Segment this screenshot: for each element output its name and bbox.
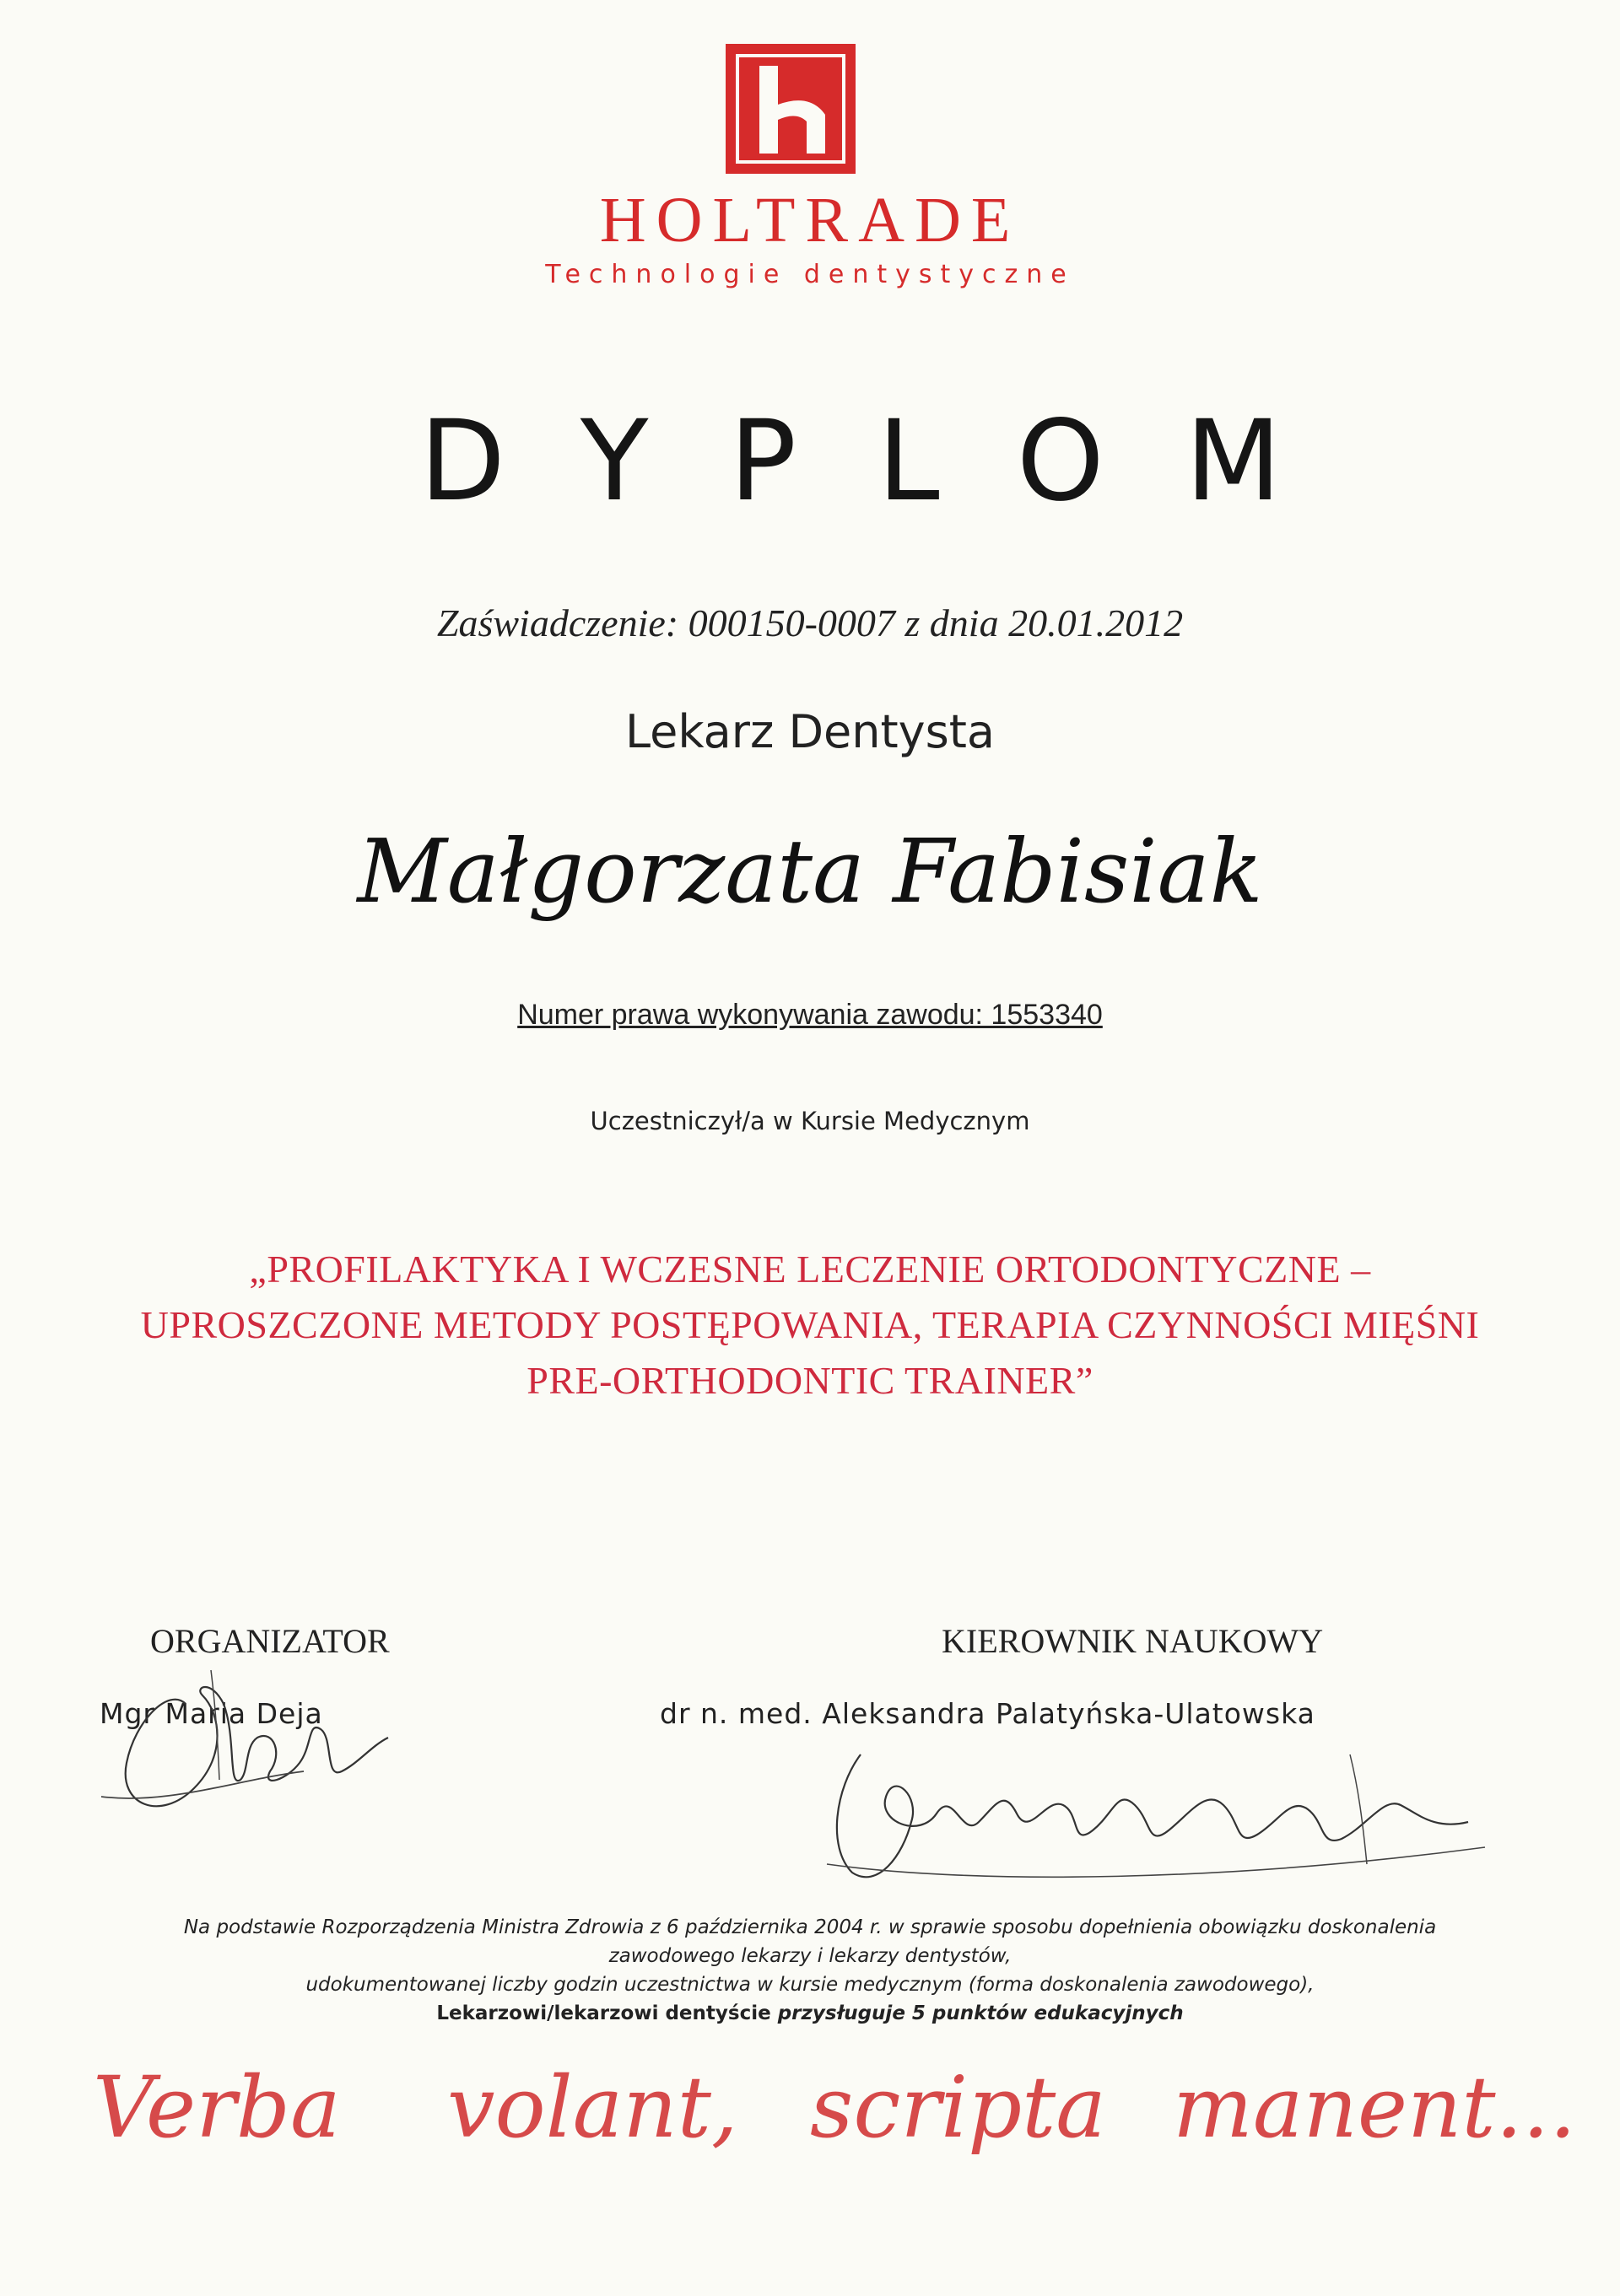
legal-note-line-3: udokumentowanej liczby godzin uczestnictwa w kursie medycznym (forma doskonalenia zawodowego), [305, 1974, 1315, 1996]
legal-note-line-1: Na podstawie Rozporządzenia Ministra Zdrowia z 6 października 2004 r. w sprawie sposobu dopełnienia obowiązku doskonalenia [183, 1916, 1437, 1938]
certificate-number: Zaświadczenie: 000150-0007 z dnia 20.01.2012 [436, 601, 1184, 644]
brand-name: HOLTRADE [599, 185, 1021, 256]
motto-word-1: Verba [93, 2058, 341, 2157]
holtrade-logo-icon [726, 44, 856, 174]
motto-word-4: manent... [1173, 2058, 1576, 2157]
license-number: Numer prawa wykonywania zawodu: 1553340 [517, 999, 1103, 1031]
course-title-line-1: „PROFILAKTYKA I WCZESNE LECZENIE ORTODONTYCZNE – [249, 1248, 1371, 1291]
organizer-role: ORGANIZATOR [150, 1622, 390, 1660]
course-title-line-2: UPROSZCZONE METODY POSTĘPOWANIA, TERAPIA CZYNNOŚCI MIĘŚNI [140, 1303, 1480, 1346]
organizer-name: Mgr Maria Deja [100, 1697, 323, 1730]
motto-word-2: volant, [447, 2058, 738, 2157]
course-title-line-3: PRE-ORTHODONTIC TRAINER” [526, 1359, 1094, 1402]
organizer-signature [68, 1653, 422, 1856]
brand-tagline: Technologie dentystyczne [545, 260, 1075, 289]
supervisor-signature [810, 1738, 1502, 1906]
legal-note-points: przysługuje 5 punktów edukacyjnych [777, 2002, 1184, 2024]
motto-word-3: scripta [810, 2058, 1106, 2157]
recipient-name: Małgorzata Fabisiak [357, 820, 1263, 923]
supervisor-role: KIEROWNIK NAUKOWY [942, 1622, 1324, 1660]
legal-note-line-4 [0, 2002, 1620, 2024]
legal-note-line-2: zawodowego lekarzy i lekarzy dentystów, [608, 1945, 1012, 1967]
participation-statement: Uczestniczył/a w Kursie Medycznym [590, 1107, 1030, 1135]
supervisor-name: dr n. med. Aleksandra Palatyńska-Ulatowska [660, 1697, 1315, 1730]
profession: Lekarz Dentysta [624, 705, 996, 758]
document-title: DYPLOM [419, 396, 1363, 526]
legal-note-recipient: Lekarzowi/lekarzowi dentyście [436, 2002, 771, 2024]
